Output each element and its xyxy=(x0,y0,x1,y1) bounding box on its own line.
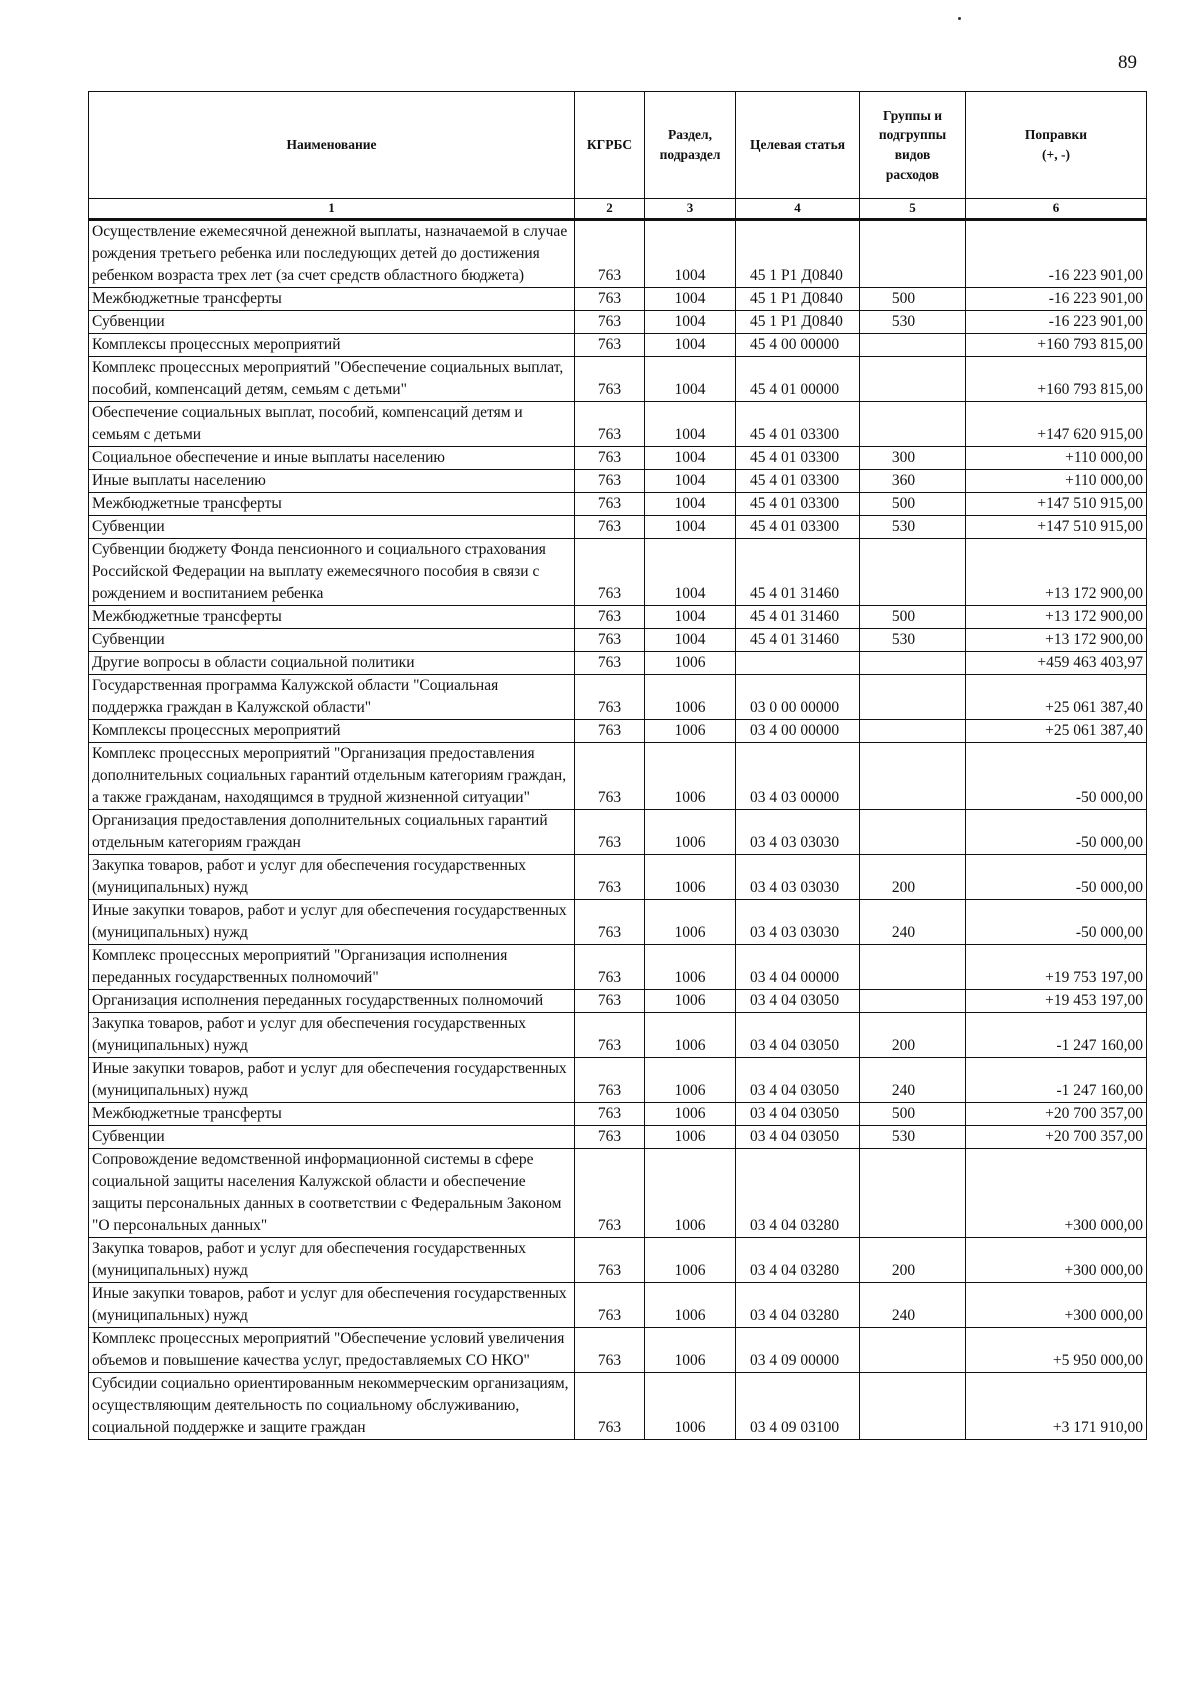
item-name: Организация исполнения переданных государственных полномочий xyxy=(89,989,575,1012)
expense-group-cell: 500 xyxy=(860,492,966,515)
expense-group-cell: 500 xyxy=(860,605,966,628)
table-row xyxy=(89,628,1147,651)
target-article-cell: 45 4 01 03300 xyxy=(736,515,860,538)
target-article-cell: 03 4 09 00000 xyxy=(736,1327,860,1372)
column-number: 5 xyxy=(860,199,966,220)
expense-group-cell xyxy=(860,719,966,742)
section-cell: 1004 xyxy=(645,469,736,492)
kgrbs-cell: 763 xyxy=(575,742,645,809)
column-number: 2 xyxy=(575,199,645,220)
section-cell: 1006 xyxy=(645,944,736,989)
table-row xyxy=(89,492,1147,515)
header-row xyxy=(89,92,1147,199)
section-cell: 1004 xyxy=(645,492,736,515)
table-row xyxy=(89,1237,1147,1282)
target-article-cell: 45 1 P1 Д0840 xyxy=(736,287,860,310)
table-row xyxy=(89,1282,1147,1327)
expense-group-cell: 530 xyxy=(860,515,966,538)
section-cell: 1004 xyxy=(645,605,736,628)
amendment-amount-cell: +160 793 815,00 xyxy=(966,333,1147,356)
expense-group-cell: 200 xyxy=(860,854,966,899)
section-cell: 1004 xyxy=(645,333,736,356)
amendment-amount-cell: +20 700 357,00 xyxy=(966,1102,1147,1125)
column-number: 6 xyxy=(966,199,1147,220)
amendment-amount-cell: +25 061 387,40 xyxy=(966,674,1147,719)
amendment-amount-cell: +300 000,00 xyxy=(966,1282,1147,1327)
kgrbs-cell: 763 xyxy=(575,1327,645,1372)
expense-group-cell xyxy=(860,538,966,605)
expense-group-cell xyxy=(860,742,966,809)
expense-group-cell xyxy=(860,333,966,356)
section-cell: 1006 xyxy=(645,1057,736,1102)
section-cell: 1006 xyxy=(645,1372,736,1439)
expense-group-cell xyxy=(860,809,966,854)
expense-group-cell: 240 xyxy=(860,1057,966,1102)
amendment-amount-cell: +3 171 910,00 xyxy=(966,1372,1147,1439)
section-cell: 1006 xyxy=(645,742,736,809)
kgrbs-cell: 763 xyxy=(575,1012,645,1057)
kgrbs-cell: 763 xyxy=(575,401,645,446)
table-row xyxy=(89,1125,1147,1148)
expense-group-cell: 300 xyxy=(860,446,966,469)
amendment-amount-cell: +110 000,00 xyxy=(966,469,1147,492)
item-name: Осуществление ежемесячной денежной выплаты, назначаемой в случае рождения третьего ребенка или последующих детей до достижения ребенком возраста трех лет (за счет средств областного бюджета) xyxy=(89,219,575,287)
table-row xyxy=(89,1057,1147,1102)
expense-group-cell xyxy=(860,1327,966,1372)
item-name: Сопровождение ведомственной информационной системы в сфере социальной защиты населения Калужской области и обеспечение защиты персональных данных в соответствии с Федеральным Законом "О персональных данных" xyxy=(89,1148,575,1237)
kgrbs-cell: 763 xyxy=(575,1237,645,1282)
amendment-amount-cell: -1 247 160,00 xyxy=(966,1057,1147,1102)
amendment-amount-cell: +147 620 915,00 xyxy=(966,401,1147,446)
target-article-cell: 03 4 09 03100 xyxy=(736,1372,860,1439)
item-name: Межбюджетные трансферты xyxy=(89,287,575,310)
section-cell: 1006 xyxy=(645,1282,736,1327)
amendment-amount-cell: +13 172 900,00 xyxy=(966,605,1147,628)
section-cell: 1006 xyxy=(645,651,736,674)
expense-group-cell xyxy=(860,219,966,287)
target-article-cell: 45 4 01 31460 xyxy=(736,605,860,628)
item-name: Социальное обеспечение и иные выплаты населению xyxy=(89,446,575,469)
item-name: Иные выплаты населению xyxy=(89,469,575,492)
amendment-amount-cell: -16 223 901,00 xyxy=(966,287,1147,310)
section-cell: 1006 xyxy=(645,1237,736,1282)
target-article-cell: 03 4 04 03050 xyxy=(736,1012,860,1057)
target-article-cell: 03 4 03 03030 xyxy=(736,854,860,899)
table-row xyxy=(89,310,1147,333)
target-article-cell: 03 4 04 03050 xyxy=(736,1102,860,1125)
table-row xyxy=(89,401,1147,446)
amendment-amount-cell: +25 061 387,40 xyxy=(966,719,1147,742)
section-cell: 1006 xyxy=(645,1125,736,1148)
kgrbs-cell: 763 xyxy=(575,310,645,333)
kgrbs-cell: 763 xyxy=(575,1102,645,1125)
amendment-amount-cell: +19 753 197,00 xyxy=(966,944,1147,989)
item-name: Закупка товаров, работ и услуг для обеспечения государственных (муниципальных) нужд xyxy=(89,854,575,899)
item-name: Межбюджетные трансферты xyxy=(89,1102,575,1125)
table-row xyxy=(89,1327,1147,1372)
table-row xyxy=(89,854,1147,899)
expense-group-cell xyxy=(860,1372,966,1439)
expense-group-cell: 200 xyxy=(860,1012,966,1057)
expense-group-cell: 360 xyxy=(860,469,966,492)
expense-group-cell: 530 xyxy=(860,1125,966,1148)
kgrbs-cell: 763 xyxy=(575,219,645,287)
header-kgrbs: КГРБС xyxy=(575,92,645,199)
section-cell: 1006 xyxy=(645,854,736,899)
section-cell: 1004 xyxy=(645,310,736,333)
target-article-cell: 45 4 00 00000 xyxy=(736,333,860,356)
item-name: Субвенции xyxy=(89,515,575,538)
header-name: Наименование xyxy=(89,92,575,199)
kgrbs-cell: 763 xyxy=(575,333,645,356)
expense-group-cell xyxy=(860,356,966,401)
column-number: 4 xyxy=(736,199,860,220)
item-name: Субвенции xyxy=(89,628,575,651)
amendment-amount-cell: -16 223 901,00 xyxy=(966,219,1147,287)
section-cell: 1006 xyxy=(645,1102,736,1125)
target-article-cell: 45 4 01 31460 xyxy=(736,538,860,605)
target-article-cell: 03 4 03 03030 xyxy=(736,899,860,944)
amendment-amount-cell: +13 172 900,00 xyxy=(966,538,1147,605)
kgrbs-cell: 763 xyxy=(575,719,645,742)
amendment-amount-cell: -50 000,00 xyxy=(966,742,1147,809)
kgrbs-cell: 763 xyxy=(575,854,645,899)
item-name: Организация предоставления дополнительных социальных гарантий отдельным категориям граждан xyxy=(89,809,575,854)
amendment-amount-cell: +19 453 197,00 xyxy=(966,989,1147,1012)
target-article-cell: 45 4 01 03300 xyxy=(736,469,860,492)
amendment-amount-cell: -1 247 160,00 xyxy=(966,1012,1147,1057)
kgrbs-cell: 763 xyxy=(575,944,645,989)
budget-amendments-table xyxy=(88,91,1147,1440)
expense-group-cell: 500 xyxy=(860,287,966,310)
item-name: Субвенции бюджету Фонда пенсионного и социального страхования Российской Федерации на выплату ежемесячного пособия в связи с рождением и воспитанием ребенка xyxy=(89,538,575,605)
item-name: Субсидии социально ориентированным некоммерческим организациям, осуществляющим деятельность по социальному обслуживанию, социальной поддержке и защите граждан xyxy=(89,1372,575,1439)
item-name: Закупка товаров, работ и услуг для обеспечения государственных (муниципальных) нужд xyxy=(89,1012,575,1057)
section-cell: 1006 xyxy=(645,1327,736,1372)
section-cell: 1006 xyxy=(645,1012,736,1057)
table-row xyxy=(89,333,1147,356)
target-article-cell: 45 4 01 31460 xyxy=(736,628,860,651)
expense-group-cell: 200 xyxy=(860,1237,966,1282)
target-article-cell: 03 4 04 03050 xyxy=(736,1057,860,1102)
header-section: Раздел, подраздел xyxy=(645,92,736,199)
item-name: Комплекс процессных мероприятий "Обеспечение социальных выплат, пособий, компенсаций детям, семьям с детьми" xyxy=(89,356,575,401)
target-article-cell: 45 4 01 03300 xyxy=(736,401,860,446)
amendment-amount-cell: -50 000,00 xyxy=(966,809,1147,854)
amendment-amount-cell: +459 463 403,97 xyxy=(966,651,1147,674)
amendment-amount-cell: -50 000,00 xyxy=(966,854,1147,899)
table-row xyxy=(89,719,1147,742)
amendment-amount-cell: -16 223 901,00 xyxy=(966,310,1147,333)
target-article-cell: 45 1 P1 Д0840 xyxy=(736,219,860,287)
amendment-amount-cell: +5 950 000,00 xyxy=(966,1327,1147,1372)
kgrbs-cell: 763 xyxy=(575,1372,645,1439)
header-group: Группы и подгруппы видов расходов xyxy=(860,92,966,199)
item-name: Субвенции xyxy=(89,310,575,333)
kgrbs-cell: 763 xyxy=(575,809,645,854)
table-row xyxy=(89,944,1147,989)
amendment-amount-cell: +300 000,00 xyxy=(966,1237,1147,1282)
section-cell: 1004 xyxy=(645,287,736,310)
kgrbs-cell: 763 xyxy=(575,356,645,401)
item-name: Комплекс процессных мероприятий "Обеспечение условий увеличения объемов и повышение качества услуг, предоставляемых СО НКО" xyxy=(89,1327,575,1372)
target-article-cell: 03 4 04 03280 xyxy=(736,1148,860,1237)
target-article-cell: 03 4 04 03050 xyxy=(736,989,860,1012)
expense-group-cell xyxy=(860,651,966,674)
item-name: Иные закупки товаров, работ и услуг для обеспечения государственных (муниципальных) нужд xyxy=(89,1282,575,1327)
table-row xyxy=(89,515,1147,538)
target-article-cell: 03 4 00 00000 xyxy=(736,719,860,742)
table-row xyxy=(89,899,1147,944)
kgrbs-cell: 763 xyxy=(575,446,645,469)
amendment-amount-cell: +300 000,00 xyxy=(966,1148,1147,1237)
section-cell: 1006 xyxy=(645,989,736,1012)
section-cell: 1004 xyxy=(645,628,736,651)
kgrbs-cell: 763 xyxy=(575,1125,645,1148)
table-row xyxy=(89,1148,1147,1237)
item-name: Иные закупки товаров, работ и услуг для обеспечения государственных (муниципальных) нужд xyxy=(89,899,575,944)
section-cell: 1006 xyxy=(645,674,736,719)
item-name: Субвенции xyxy=(89,1125,575,1148)
column-number-row xyxy=(89,199,1147,220)
table-header xyxy=(89,92,1147,220)
header-amount: Поправки (+, -) xyxy=(966,92,1147,199)
target-article-cell: 03 4 03 00000 xyxy=(736,742,860,809)
target-article-cell: 45 4 01 03300 xyxy=(736,446,860,469)
item-name: Комплексы процессных мероприятий xyxy=(89,333,575,356)
item-name: Комплекс процессных мероприятий "Организация исполнения переданных государственных полномочий" xyxy=(89,944,575,989)
kgrbs-cell: 763 xyxy=(575,1148,645,1237)
item-name: Государственная программа Калужской области "Социальная поддержка граждан в Калужской области" xyxy=(89,674,575,719)
kgrbs-cell: 763 xyxy=(575,287,645,310)
kgrbs-cell: 763 xyxy=(575,989,645,1012)
expense-group-cell: 240 xyxy=(860,1282,966,1327)
table-row xyxy=(89,538,1147,605)
item-name: Межбюджетные трансферты xyxy=(89,492,575,515)
kgrbs-cell: 763 xyxy=(575,1282,645,1327)
table-row xyxy=(89,1372,1147,1439)
expense-group-cell xyxy=(860,674,966,719)
amendment-amount-cell: +160 793 815,00 xyxy=(966,356,1147,401)
kgrbs-cell: 763 xyxy=(575,628,645,651)
expense-group-cell: 500 xyxy=(860,1102,966,1125)
kgrbs-cell: 763 xyxy=(575,651,645,674)
table-row xyxy=(89,989,1147,1012)
target-article-cell: 03 4 04 03280 xyxy=(736,1282,860,1327)
kgrbs-cell: 763 xyxy=(575,469,645,492)
table-row xyxy=(89,809,1147,854)
table-row xyxy=(89,742,1147,809)
kgrbs-cell: 763 xyxy=(575,674,645,719)
table-row xyxy=(89,219,1147,287)
table-row xyxy=(89,356,1147,401)
target-article-cell: 45 4 01 00000 xyxy=(736,356,860,401)
expense-group-cell xyxy=(860,401,966,446)
section-cell: 1004 xyxy=(645,219,736,287)
table-row xyxy=(89,605,1147,628)
table-row xyxy=(89,651,1147,674)
kgrbs-cell: 763 xyxy=(575,1057,645,1102)
section-cell: 1004 xyxy=(645,401,736,446)
expense-group-cell: 530 xyxy=(860,310,966,333)
table-row xyxy=(89,1102,1147,1125)
table-body xyxy=(89,219,1147,1439)
column-number: 3 xyxy=(645,199,736,220)
table-row xyxy=(89,1012,1147,1057)
column-number: 1 xyxy=(89,199,575,220)
kgrbs-cell: 763 xyxy=(575,899,645,944)
page-number: 89 xyxy=(1118,52,1137,73)
expense-group-cell: 240 xyxy=(860,899,966,944)
expense-group-cell xyxy=(860,1148,966,1237)
item-name: Иные закупки товаров, работ и услуг для обеспечения государственных (муниципальных) нужд xyxy=(89,1057,575,1102)
item-name: Комплексы процессных мероприятий xyxy=(89,719,575,742)
item-name: Закупка товаров, работ и услуг для обеспечения государственных (муниципальных) нужд xyxy=(89,1237,575,1282)
table-row xyxy=(89,287,1147,310)
kgrbs-cell: 763 xyxy=(575,492,645,515)
expense-group-cell xyxy=(860,944,966,989)
section-cell: 1004 xyxy=(645,538,736,605)
amendment-amount-cell: +13 172 900,00 xyxy=(966,628,1147,651)
item-name: Комплекс процессных мероприятий "Организация предоставления дополнительных социальных гарантий отдельным категориям граждан, а также гражданам, находящимся в трудной жизненной ситуации" xyxy=(89,742,575,809)
amendment-amount-cell: -50 000,00 xyxy=(966,899,1147,944)
table-row xyxy=(89,674,1147,719)
expense-group-cell: 530 xyxy=(860,628,966,651)
target-article-cell: 45 1 P1 Д0840 xyxy=(736,310,860,333)
amendment-amount-cell: +20 700 357,00 xyxy=(966,1125,1147,1148)
section-cell: 1006 xyxy=(645,809,736,854)
kgrbs-cell: 763 xyxy=(575,515,645,538)
item-name: Обеспечение социальных выплат, пособий, компенсаций детям и семьям с детьми xyxy=(89,401,575,446)
target-article-cell: 03 4 04 03050 xyxy=(736,1125,860,1148)
table-row xyxy=(89,446,1147,469)
target-article-cell: 45 4 01 03300 xyxy=(736,492,860,515)
target-article-cell: 03 0 00 00000 xyxy=(736,674,860,719)
target-article-cell: 03 4 04 00000 xyxy=(736,944,860,989)
section-cell: 1006 xyxy=(645,719,736,742)
scan-speck xyxy=(958,17,961,20)
kgrbs-cell: 763 xyxy=(575,538,645,605)
section-cell: 1006 xyxy=(645,899,736,944)
amendment-amount-cell: +147 510 915,00 xyxy=(966,515,1147,538)
section-cell: 1004 xyxy=(645,356,736,401)
target-article-cell: 03 4 03 03030 xyxy=(736,809,860,854)
kgrbs-cell: 763 xyxy=(575,605,645,628)
section-cell: 1004 xyxy=(645,446,736,469)
table-row xyxy=(89,469,1147,492)
amendment-amount-cell: +147 510 915,00 xyxy=(966,492,1147,515)
target-article-cell xyxy=(736,651,860,674)
target-article-cell: 03 4 04 03280 xyxy=(736,1237,860,1282)
amendment-amount-cell: +110 000,00 xyxy=(966,446,1147,469)
item-name: Другие вопросы в области социальной политики xyxy=(89,651,575,674)
header-target: Целевая статья xyxy=(736,92,860,199)
section-cell: 1004 xyxy=(645,515,736,538)
item-name: Межбюджетные трансферты xyxy=(89,605,575,628)
section-cell: 1006 xyxy=(645,1148,736,1237)
expense-group-cell xyxy=(860,989,966,1012)
